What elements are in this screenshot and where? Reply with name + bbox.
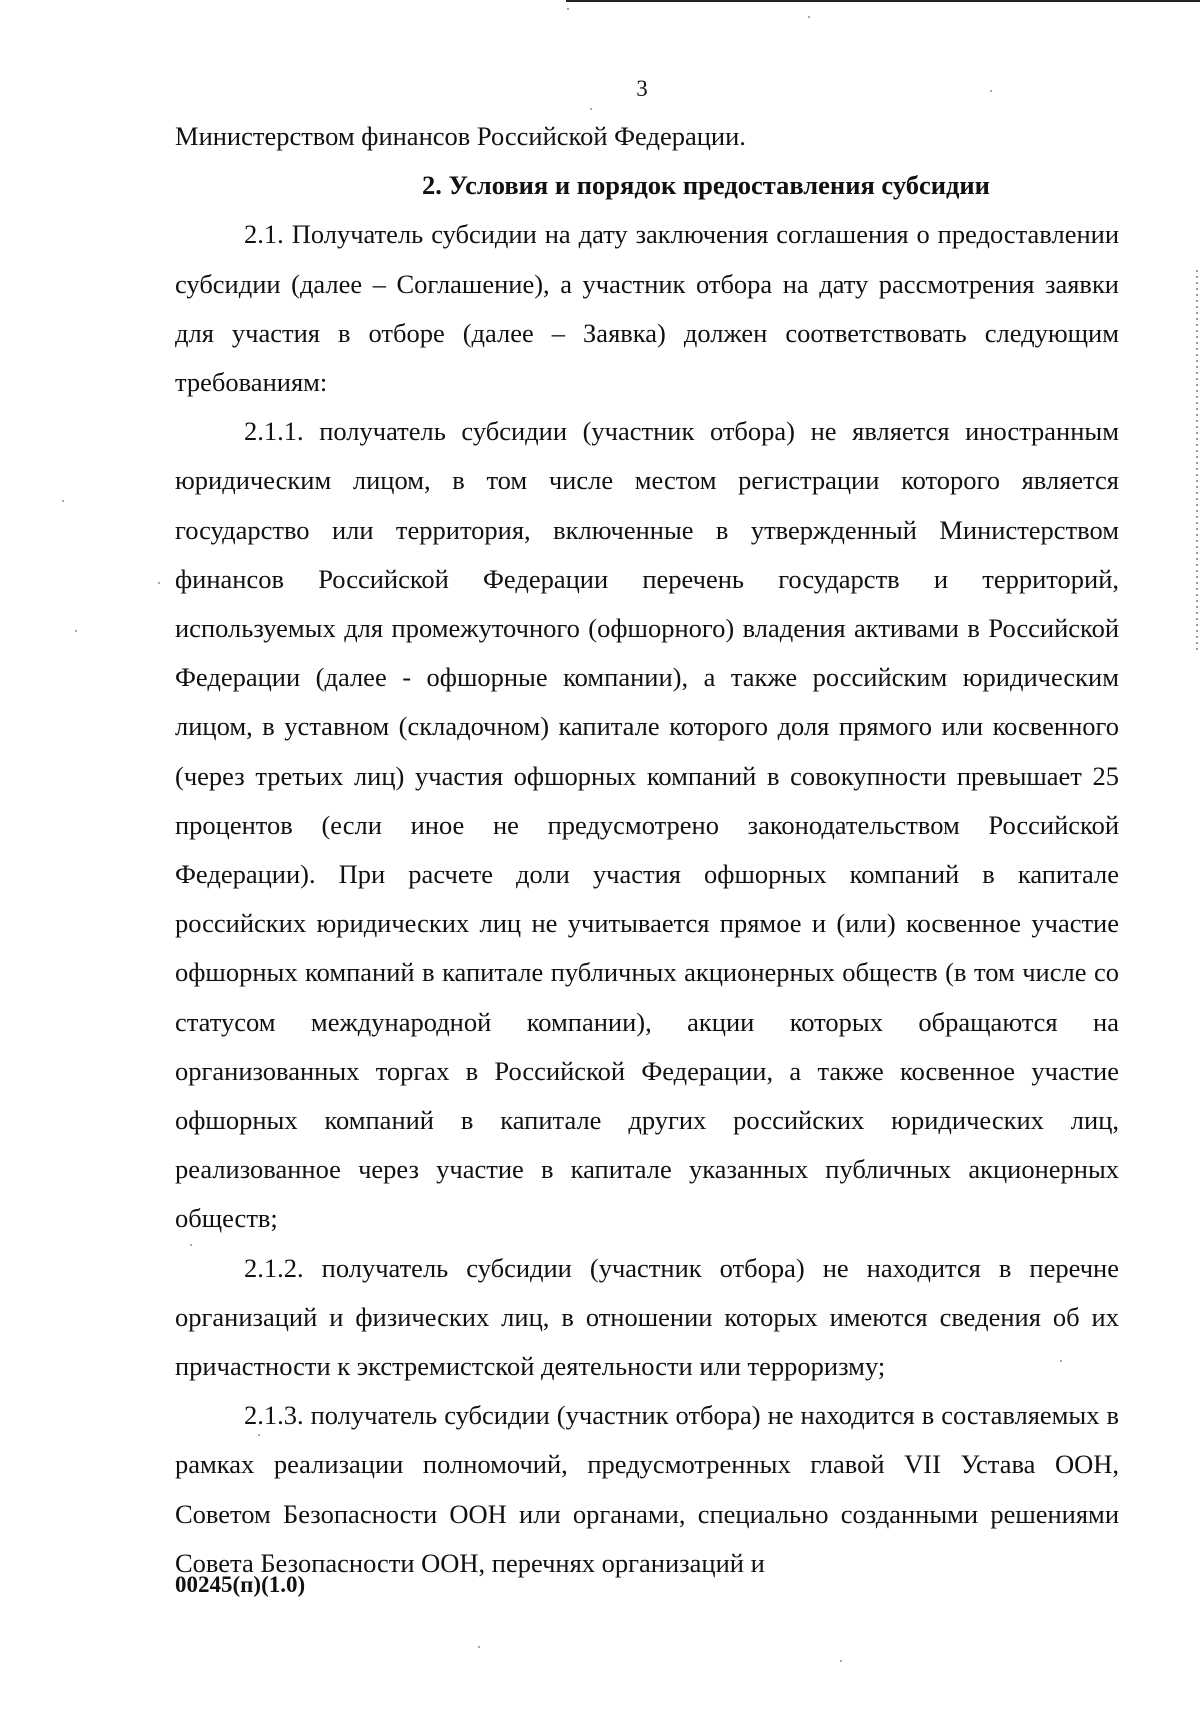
document-code: 00245(п)(1.0) — [175, 1572, 306, 1597]
scan-edge-marks — [1196, 270, 1198, 650]
scan-speck — [258, 1434, 260, 1436]
scan-speck — [840, 1660, 842, 1662]
document-body — [175, 112, 1119, 1588]
scan-speck — [567, 8, 569, 10]
page-number: 3 — [636, 76, 648, 101]
paragraph-2-1-1: 2.1.1. получатель субсидии (участник отбора) не является иностранным юридическим лицом, в том числе местом регистрации которого является государство или территория, включенные в утвержденный Министерством финансов Российской Федерации перечень государств и территорий, используемых для промежуточного (офшорного) владения активами в Российской Федерации (далее - офшорные компании), а также российским юридическим лицом, в уставном (складочном) капитале которого доля прямого или косвенного (через третьих лиц) участия офшорных компаний в совокупности превышает 25 процентов (если иное не предусмотрено законодательством Российской Федерации). При расчете доли участия офшорных компаний в капитале российских юридических лиц не учитывается прямое и (или) косвенное участие офшорных компаний в капитале публичных акционерных обществ (в том числе со статусом международной компании), акции которых обращаются на организованных торгах в Российской Федерации, а также косвенное участие офшорных компаний в капитале других российских юридических лиц, реализованное через участие в капитале указанных публичных акционерных обществ; — [175, 416, 1119, 1234]
paragraph-2-1: 2.1. Получатель субсидии на дату заключения соглашения о предоставлении субсидии (далее – Соглашение), а участник отбора на дату рассмотрения заявки для участия в отборе (далее – Заявка) должен соответствовать следующим требованиям: — [175, 219, 1119, 398]
scan-speck — [158, 582, 160, 584]
paragraph-2-1-2: 2.1.2. получатель субсидии (участник отбора) не находится в перечне организаций и физических лиц, в отношении которых имеются сведения об их причастности к экстремистской деятельности или терроризму; — [175, 1252, 1119, 1382]
scan-speck — [478, 1646, 480, 1648]
scan-speck — [990, 90, 992, 92]
paragraph-2-1-3: 2.1.3. получатель субсидии (участник отбора) не находится в составляемых в рамках реализации полномочий, предусмотренных главой VII Устава ООН, Советом Безопасности ООН или органами, специально созданными решениями Совета Безопасности ООН, перечнях организаций и — [175, 1400, 1119, 1578]
scan-speck — [808, 16, 810, 18]
scan-speck — [590, 108, 592, 110]
scan-speck — [75, 630, 77, 632]
scan-speck — [62, 500, 64, 502]
section-heading: 2. Условия и порядок предоставления субсидии — [422, 170, 990, 201]
scan-speck — [190, 1244, 192, 1246]
top-scan-rule — [566, 0, 1200, 2]
continuation-paragraph: Министерством финансов Российской Федерации. — [175, 121, 746, 151]
scan-speck — [1060, 1360, 1062, 1362]
